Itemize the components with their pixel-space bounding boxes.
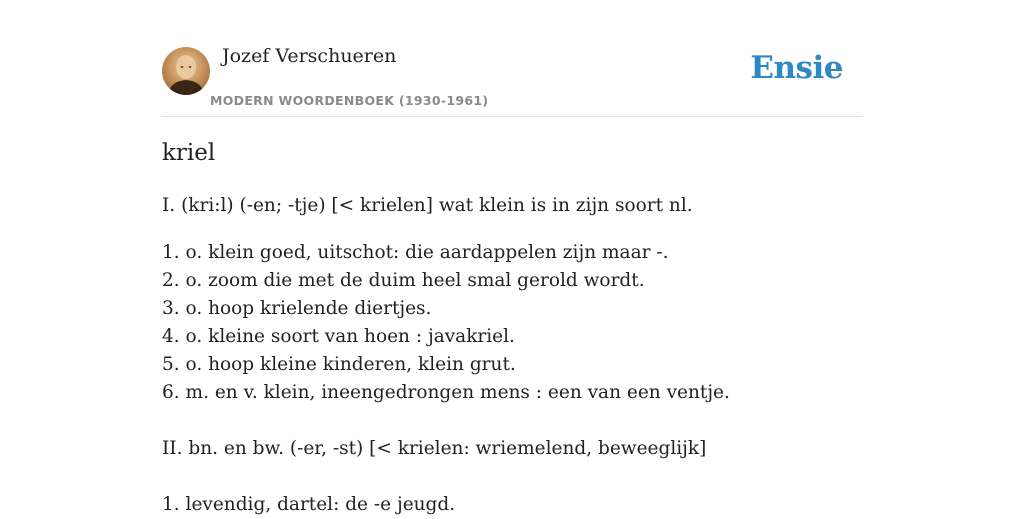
definition-item: 2. o. zoom die met de duim heel smal gerold wordt. [162,270,645,291]
section-heading: II. bn. en bw. (-er, -st) [< krielen: wriemelend, beweeglijk] [162,438,707,459]
definition-item: 4. o. kleine soort van hoen : javakriel. [162,326,515,347]
entry-title: kriel [162,140,216,166]
section-heading: I. (kri:l) (-en; -tje) [< krielen] wat klein is in zijn soort nl. [162,195,693,216]
definition-item: 1. levendig, dartel: de -e jeugd. [162,494,456,515]
brand-logo[interactable]: Ensie [750,50,843,86]
author-name[interactable]: Jozef Verschueren [222,45,397,67]
definition-item: 3. o. hoop krielende diertjes. [162,298,432,319]
definition-item: 6. m. en v. klein, ineengedrongen mens : een van een ventje. [162,382,730,403]
avatar[interactable] [162,47,210,95]
portrait-icon [162,47,210,95]
header [162,0,862,117]
entry-content [162,192,730,519]
definition-item: 5. o. hoop kleine kinderen, klein grut. [162,354,516,375]
page [162,0,862,515]
source-label[interactable]: MODERN WOORDENBOEK (1930-1961) [210,93,489,108]
definition-item: 1. o. klein goed, uitschot: die aardappelen zijn maar -. [162,242,669,263]
